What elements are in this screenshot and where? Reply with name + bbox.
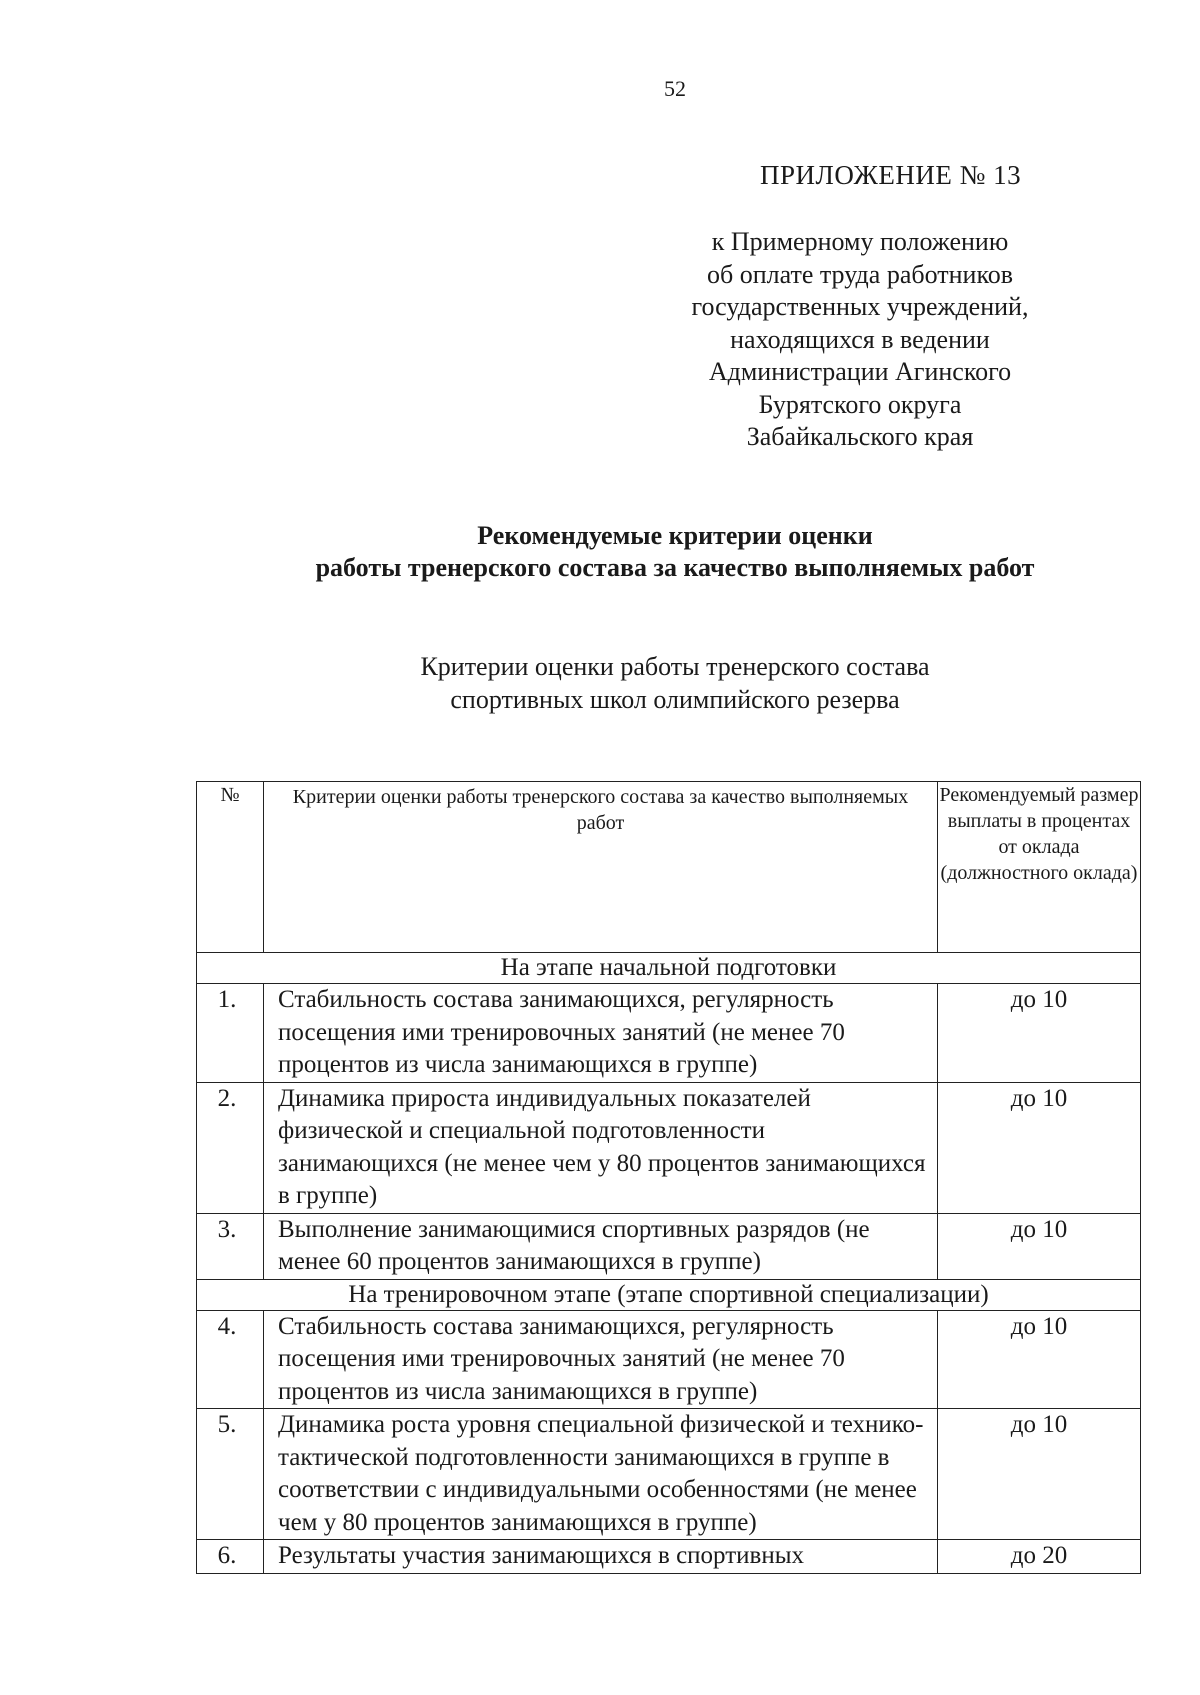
row-criteria: Выполнение занимающимися спортивных разрядов (не менее 60 процентов занимающихся в группе) <box>264 1213 938 1279</box>
appendix-reference-line: Бурятского округа <box>758 389 962 419</box>
table-row <box>197 1310 1141 1409</box>
section-row <box>197 1279 1141 1310</box>
page-number: 52 <box>664 76 686 101</box>
section-title: На тренировочном этапе (этапе спортивной специализации) <box>197 1279 1141 1310</box>
section-title: На этапе начальной подготовки <box>197 953 1141 984</box>
criteria-table <box>196 781 1141 1574</box>
table-row <box>197 1082 1141 1213</box>
row-number: 2. <box>197 1082 264 1213</box>
table-caption <box>0 650 1200 716</box>
table-caption-line: спортивных школ олимпийского резерва <box>450 685 900 714</box>
table-row <box>197 1213 1141 1279</box>
section-row <box>197 953 1141 984</box>
appendix-reference <box>640 226 1080 454</box>
appendix-title: ПРИЛОЖЕНИЕ № 13 <box>760 160 1022 190</box>
table-row <box>197 1540 1141 1574</box>
row-payment: до 10 <box>938 1409 1141 1540</box>
document-heading-line: работы тренерского состава за качество выполняемых работ <box>315 553 1035 582</box>
appendix-reference-line: Администрации Агинского <box>708 357 1012 386</box>
appendix-reference-line: Забайкальского края <box>746 422 974 451</box>
row-payment: до 10 <box>938 1082 1141 1213</box>
row-criteria: Стабильность состава занимающихся, регулярность посещения ими тренировочных занятий (не менее 70 процентов из числа занимающихся в группе) <box>264 1310 938 1409</box>
row-criteria: Результаты участия занимающихся в спортивных <box>264 1540 938 1574</box>
row-payment: до 10 <box>938 984 1141 1083</box>
document-heading <box>0 520 1200 584</box>
appendix-reference-line: к Примерному положению <box>711 227 1009 256</box>
row-criteria: Динамика роста уровня специальной физической и технико-тактической подготовленности занимающихся в группе в соответствии с индивидуальными особенностями (не менее чем у 80 процентов занимающихся в группе) <box>264 1409 938 1540</box>
table-row <box>197 984 1141 1083</box>
header-payment: Рекомендуемый размер выплаты в процентах от оклада (должностного оклада) <box>938 782 1141 953</box>
document-heading-line: Рекомендуемые критерии оценки <box>477 521 873 550</box>
table-header-row <box>197 782 1141 953</box>
row-number: 3. <box>197 1213 264 1279</box>
row-criteria: Динамика прироста индивидуальных показателей физической и специальной подготовленности занимающихся (не менее чем у 80 процентов занимающихся в группе) <box>264 1082 938 1213</box>
header-num: № <box>197 782 264 953</box>
appendix-reference-line: находящихся в ведении <box>730 324 990 354</box>
row-number: 6. <box>197 1540 264 1574</box>
row-criteria: Стабильность состава занимающихся, регулярность посещения ими тренировочных занятий (не менее 70 процентов из числа занимающихся в группе) <box>264 984 938 1083</box>
table-caption-line: Критерии оценки работы тренерского состава <box>420 652 930 681</box>
row-payment: до 10 <box>938 1310 1141 1409</box>
appendix-reference-line: об оплате труда работников <box>706 259 1014 289</box>
row-number: 5. <box>197 1409 264 1540</box>
row-payment: до 20 <box>938 1540 1141 1574</box>
row-number: 4. <box>197 1310 264 1409</box>
row-number: 1. <box>197 984 264 1083</box>
table-row <box>197 1409 1141 1540</box>
header-criteria: Критерии оценки работы тренерского состава за качество выполняемых работ <box>264 782 938 953</box>
row-payment: до 10 <box>938 1213 1141 1279</box>
appendix-reference-line: государственных учреждений, <box>691 292 1029 321</box>
